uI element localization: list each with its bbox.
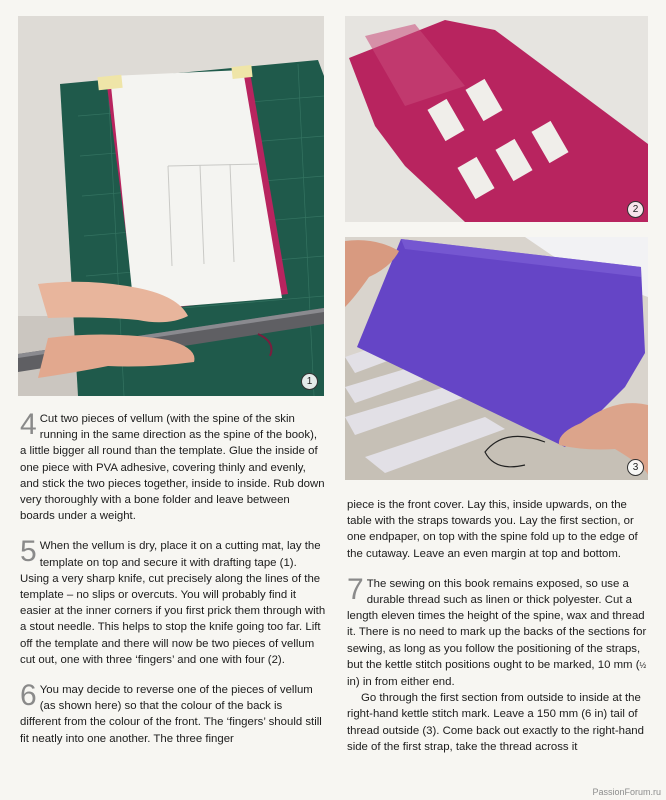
step-5 bbox=[20, 535, 326, 668]
step-5-number: 5 bbox=[20, 535, 37, 569]
photo-vellum-pieces bbox=[345, 16, 648, 222]
right-text-column bbox=[347, 497, 649, 755]
step-7-text-end: in) in from either end. bbox=[347, 676, 455, 689]
step-7-number: 7 bbox=[347, 572, 364, 606]
figure-2-badge: 2 bbox=[627, 201, 644, 218]
step-6 bbox=[20, 679, 326, 747]
figure-1-badge: 1 bbox=[301, 373, 318, 390]
step-7-continued: Go through the first section from outside to inside at the right-hand kettle stitch mark. Leave a 150 mm (6 in) tail of thread outside (3). Come back out exactly to the right-hand side of the first strap, take the thread across it bbox=[347, 692, 644, 753]
watermark: PassionForum.ru bbox=[592, 787, 661, 797]
step-4 bbox=[20, 408, 326, 524]
left-text-column bbox=[20, 408, 326, 747]
step-4-text: Cut two pieces of vellum (with the spine of the skin running in the same direction as the spine of the book), a little bigger all round than the template. Glue the inside of one piece with PVA adhesive, covering thinly and evenly, and stick the two pieces together, inside to inside. Rub down very thoroughly with a bone folder and leave between boards under a weight. bbox=[20, 413, 325, 523]
step-7-fraction: ½ bbox=[639, 660, 647, 670]
photo-cutting-template bbox=[18, 16, 324, 396]
step-5-text: When the vellum is dry, place it on a cutting mat, lay the template on top and secure it with drafting tape (1). Using a very sharp knife, cut precisely along the lines of the template – no slips or overcuts. You will probably find it easier at the inner corners if you first prick them through with a stout needle. This helps to stop the knife going too far. Lift off the template and there will now be two pieces of vellum cut out, one with three ‘fingers’ and one with four (2). bbox=[20, 540, 326, 666]
step-7-text: The sewing on this book remains exposed, so use a durable thread such as linen or thick polyester. Cut a length eleven times the height of the spine, wax and thread it. There is no need to mark up the backs of the sections for sewing, as long as you follow the positioning of the straps, but the kettle stitch positions ought to be marked, 10 mm ( bbox=[347, 577, 647, 671]
step-6-text: You may decide to reverse one of the pieces of vellum (as shown here) so that the colour of the back is different from the colour of the front. The ‘fingers’ should still fit neatly into one another. The three finger bbox=[20, 684, 322, 745]
step-4-number: 4 bbox=[20, 408, 37, 441]
step-6-continued: piece is the front cover. Lay this, inside upwards, on the table with the straps towards you. Lay the first section, or one endpaper, on top with the spine fold up to the edge of the cutaway. Leave an even margin at top and bottom. bbox=[347, 499, 638, 560]
step-6-number: 6 bbox=[20, 679, 37, 713]
photo-sewing-sections bbox=[345, 237, 648, 480]
step-7 bbox=[347, 572, 649, 690]
figure-3-badge: 3 bbox=[627, 459, 644, 476]
